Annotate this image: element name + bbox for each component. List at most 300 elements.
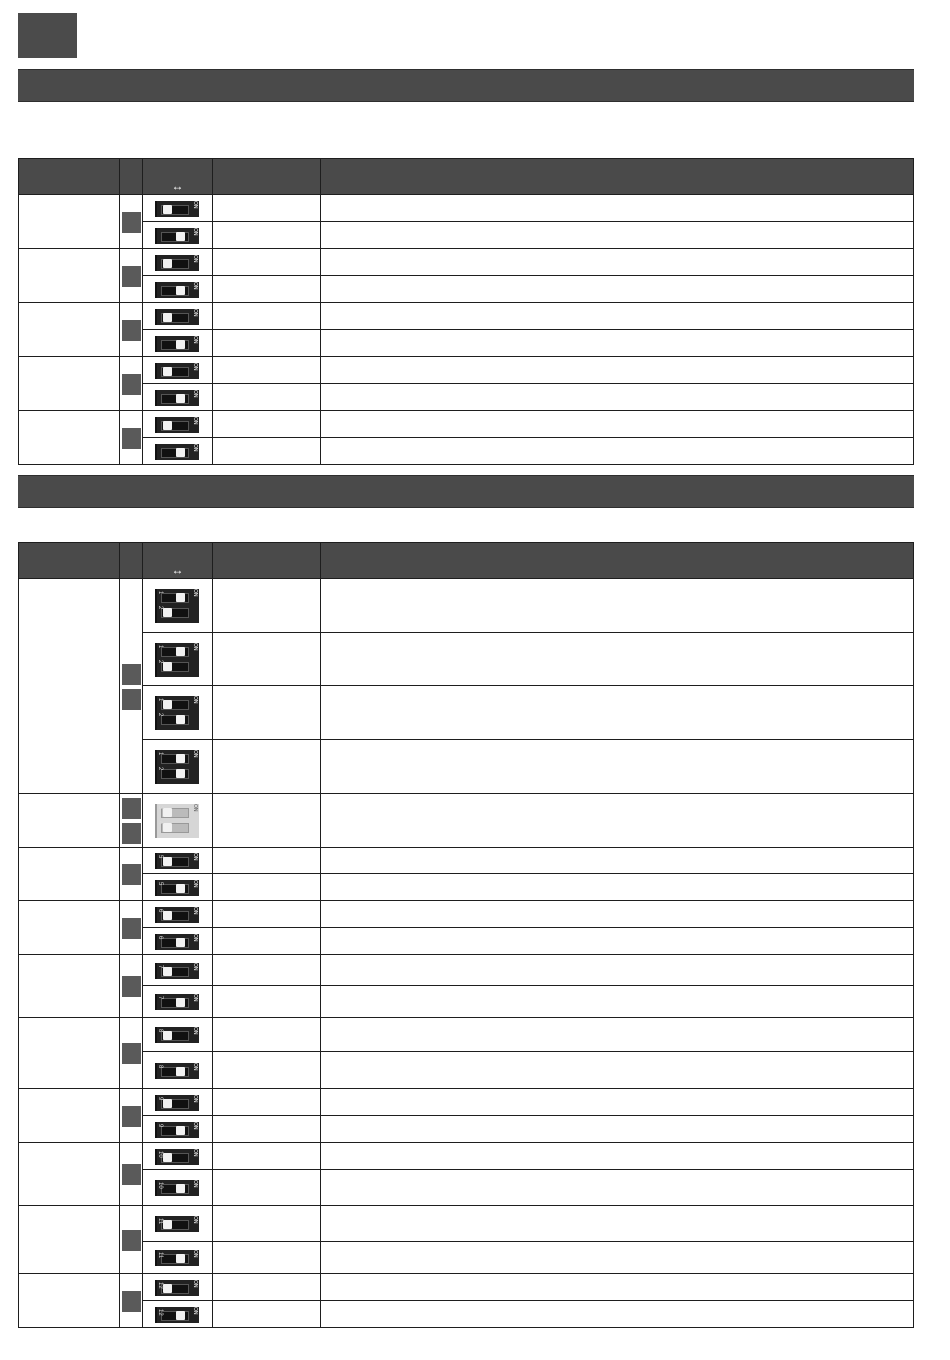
switch-slot [161, 394, 189, 404]
dip-switch-icon [155, 934, 199, 950]
switch-number: 11 [157, 1218, 163, 1225]
switch-on-label: ON [192, 696, 198, 704]
dip-switch-icon [155, 1250, 199, 1266]
switch-slot [161, 1126, 189, 1136]
description-cell [321, 633, 914, 686]
description-cell [321, 384, 914, 411]
function-cell [19, 1089, 120, 1143]
switch-number: 1 [157, 645, 163, 649]
switch-cell [143, 579, 213, 633]
marker-square [122, 212, 141, 233]
table-row [19, 384, 914, 411]
switch-knob [176, 1126, 185, 1135]
marker-square [122, 798, 141, 819]
switch-number: 12 [157, 1309, 163, 1316]
description-cell [321, 1018, 914, 1052]
marker-square [122, 664, 141, 685]
setting-cell [213, 222, 321, 249]
table-row [19, 579, 914, 633]
marker-cell [120, 848, 143, 901]
table-row [19, 1170, 914, 1206]
setting-cell [213, 901, 321, 928]
description-cell [321, 579, 914, 633]
switch-slot [161, 205, 189, 215]
dip-switch-icon [155, 1216, 199, 1232]
description-cell [321, 1242, 914, 1274]
table-row [19, 1242, 914, 1274]
marker-cell [120, 955, 143, 1018]
function-cell [19, 303, 120, 357]
table-row [19, 1301, 914, 1328]
dip-table-2 [18, 542, 914, 1328]
dip-switch-icon [155, 1307, 199, 1323]
switch-cell [143, 1143, 213, 1170]
function-cell [19, 901, 120, 955]
table-row [19, 1089, 914, 1116]
switch-number: 4 [157, 821, 163, 825]
switch-on-label: ON [192, 282, 198, 290]
description-cell [321, 848, 914, 874]
marker-cell [120, 1143, 143, 1206]
marker-cell [120, 357, 143, 411]
switch-number: 12 [157, 1282, 163, 1289]
description-cell [321, 901, 914, 928]
description-cell [321, 249, 914, 276]
marker-square [122, 374, 141, 395]
setting-cell [213, 438, 321, 465]
switch-number: 7 [157, 996, 163, 1000]
description-cell [321, 1206, 914, 1242]
marker-square [122, 1106, 141, 1127]
header-cell [120, 159, 143, 195]
switch-number: 6 [157, 936, 163, 940]
dip-switch-icon [155, 1027, 199, 1043]
switch-slot [161, 1153, 189, 1163]
description-cell [321, 874, 914, 901]
switch-on-label: ON [192, 1063, 198, 1071]
table-header-row [19, 159, 914, 195]
switch-cell [143, 1170, 213, 1206]
switch-knob [176, 1067, 185, 1076]
switch-knob [163, 608, 172, 617]
switch-cell [143, 330, 213, 357]
switch-on-label: ON [192, 255, 198, 263]
table-row [19, 411, 914, 438]
header-cell [19, 543, 120, 579]
description-cell [321, 276, 914, 303]
switch-slot [161, 313, 189, 323]
switch-cell [143, 357, 213, 384]
setting-cell [213, 1274, 321, 1301]
switch-on-label: ON [192, 1280, 198, 1288]
switch-slot [161, 808, 189, 818]
switch-slot [161, 367, 189, 377]
table-row [19, 249, 914, 276]
setting-cell [213, 1018, 321, 1052]
dip-switch-icon [155, 363, 199, 379]
switch-knob [176, 754, 185, 763]
table-row [19, 1052, 914, 1089]
setting-cell [213, 276, 321, 303]
switch-slot [161, 1031, 189, 1041]
switch-on-label: ON [192, 1250, 198, 1258]
table-row [19, 1116, 914, 1143]
switch-number: 7 [157, 965, 163, 969]
table-row [19, 330, 914, 357]
description-cell [321, 986, 914, 1018]
switch-on-label: ON [192, 417, 198, 425]
dip-switch-icon [155, 1095, 199, 1111]
header-cell [213, 159, 321, 195]
description-cell [321, 1301, 914, 1328]
marker-square [122, 1164, 141, 1185]
setting-cell [213, 357, 321, 384]
switch-on-label: ON [192, 804, 198, 812]
dip-switch-icon [155, 880, 199, 896]
switch-cell [143, 411, 213, 438]
switch-cell [143, 438, 213, 465]
switch-knob [176, 884, 185, 893]
dip-switch-icon [155, 417, 199, 433]
switch-cell [143, 1206, 213, 1242]
table-row [19, 686, 914, 740]
switch-cell [143, 276, 213, 303]
switch-slot [161, 662, 189, 672]
switch-knob [176, 1184, 185, 1193]
switch-knob [163, 1220, 172, 1229]
table-row [19, 986, 914, 1018]
function-cell [19, 249, 120, 303]
table-row [19, 303, 914, 330]
section-bar-1 [18, 69, 914, 102]
description-cell [321, 1170, 914, 1206]
setting-cell [213, 1170, 321, 1206]
switch-knob [176, 715, 185, 724]
switch-cell [143, 848, 213, 874]
switch-number: 1 [157, 752, 163, 756]
header-cell-switch [143, 159, 213, 195]
switch-slot [161, 857, 189, 867]
switch-knob [163, 1153, 172, 1162]
switch-cell [143, 1274, 213, 1301]
table-row [19, 928, 914, 955]
switch-knob [163, 662, 172, 671]
marker-cell [120, 579, 143, 794]
switch-on-label: ON [192, 1216, 198, 1224]
left-right-arrow-icon: ↔ [171, 179, 184, 193]
switch-knob [163, 1099, 172, 1108]
description-cell [321, 357, 914, 384]
setting-cell [213, 303, 321, 330]
switch-number: 9 [157, 1124, 163, 1128]
marker-square [122, 428, 141, 449]
left-right-arrow-icon: ↔ [171, 563, 184, 577]
switch-knob [163, 823, 172, 832]
switch-knob [176, 938, 185, 947]
switch-on-label: ON [192, 589, 198, 597]
switch-knob [163, 367, 172, 376]
table-row [19, 955, 914, 986]
marker-square [122, 976, 141, 997]
switch-cell [143, 955, 213, 986]
header-cell [321, 543, 914, 579]
switch-cell [143, 874, 213, 901]
switch-slot [161, 1220, 189, 1230]
description-cell [321, 928, 914, 955]
function-cell [19, 195, 120, 249]
dip-switch-icon [155, 1122, 199, 1138]
marker-cell [120, 249, 143, 303]
header-cell [213, 543, 321, 579]
header-cell [321, 159, 914, 195]
switch-knob [163, 205, 172, 214]
switch-knob [163, 967, 172, 976]
table-row [19, 740, 914, 794]
switch-cell [143, 1242, 213, 1274]
dip-switch-icon [155, 1280, 199, 1296]
switch-on-label: ON [192, 643, 198, 651]
setting-cell [213, 740, 321, 794]
dip-switch-icon [155, 201, 199, 217]
switch-knob [163, 911, 172, 920]
switch-knob [176, 998, 185, 1007]
switch-slot [161, 232, 189, 242]
switch-number: 11 [157, 1252, 163, 1259]
dip-switch-icon [155, 1149, 199, 1165]
dip-switch-double-icon [155, 696, 199, 730]
switch-number: 5 [157, 855, 163, 859]
description-cell [321, 686, 914, 740]
switch-knob [176, 340, 185, 349]
setting-cell [213, 986, 321, 1018]
switch-on-label: ON [192, 994, 198, 1002]
switch-on-label: ON [192, 853, 198, 861]
table-row [19, 848, 914, 874]
setting-cell [213, 411, 321, 438]
switch-cell [143, 633, 213, 686]
switch-slot [161, 967, 189, 977]
setting-cell [213, 928, 321, 955]
description-cell [321, 303, 914, 330]
switch-cell [143, 384, 213, 411]
switch-cell [143, 1301, 213, 1328]
table-row [19, 1018, 914, 1052]
switch-cell [143, 1052, 213, 1089]
switch-slot [161, 911, 189, 921]
setting-cell [213, 874, 321, 901]
page-tab-block [18, 13, 77, 58]
switch-slot [161, 1284, 189, 1294]
switch-on-label: ON [192, 228, 198, 236]
setting-cell [213, 1089, 321, 1116]
switch-number: 5 [157, 882, 163, 886]
setting-cell [213, 384, 321, 411]
table-row [19, 438, 914, 465]
table-row [19, 901, 914, 928]
switch-cell [143, 794, 213, 848]
switch-on-label: ON [192, 444, 198, 452]
switch-slot [161, 1254, 189, 1264]
switch-knob [163, 857, 172, 866]
switch-number: 1 [157, 591, 163, 595]
switch-slot [161, 700, 189, 710]
description-cell [321, 955, 914, 986]
function-cell [19, 357, 120, 411]
dip-switch-icon [155, 336, 199, 352]
dip-switch-double-icon [155, 643, 199, 677]
switch-cell [143, 740, 213, 794]
dip-switch-double-icon [155, 804, 199, 838]
setting-cell [213, 686, 321, 740]
switch-slot [161, 998, 189, 1008]
setting-cell [213, 1143, 321, 1170]
description-cell [321, 740, 914, 794]
header-cell [120, 543, 143, 579]
switch-slot [161, 884, 189, 894]
description-cell [321, 794, 914, 848]
switch-number: 10 [157, 1151, 163, 1158]
setting-cell [213, 330, 321, 357]
switch-cell [143, 195, 213, 222]
marker-cell [120, 901, 143, 955]
marker-square [122, 1043, 141, 1064]
switch-number: 3 [157, 806, 163, 810]
switch-knob [163, 1031, 172, 1040]
function-cell [19, 1018, 120, 1089]
switch-number: 2 [157, 713, 163, 717]
setting-cell [213, 1242, 321, 1274]
switch-slot [161, 1067, 189, 1077]
switch-slot [161, 769, 189, 779]
function-cell [19, 955, 120, 1018]
switch-number: 2 [157, 767, 163, 771]
marker-square [122, 864, 141, 885]
marker-cell [120, 794, 143, 848]
dip-switch-icon [155, 1180, 199, 1196]
marker-square [122, 918, 141, 939]
description-cell [321, 438, 914, 465]
setting-cell [213, 1206, 321, 1242]
switch-knob [176, 647, 185, 656]
switch-slot [161, 421, 189, 431]
switch-on-label: ON [192, 1149, 198, 1157]
marker-square [122, 1230, 141, 1251]
switch-knob [163, 313, 172, 322]
switch-number: 6 [157, 909, 163, 913]
switch-knob [163, 421, 172, 430]
switch-cell [143, 686, 213, 740]
switch-on-label: ON [192, 907, 198, 915]
table-row [19, 276, 914, 303]
switch-slot [161, 754, 189, 764]
function-cell [19, 1143, 120, 1206]
dip-switch-icon [155, 1063, 199, 1079]
switch-number: 10 [157, 1182, 163, 1189]
switch-cell [143, 1018, 213, 1052]
description-cell [321, 1116, 914, 1143]
dip-switch-icon [155, 228, 199, 244]
switch-knob [176, 286, 185, 295]
table-row [19, 874, 914, 901]
dip-switch-icon [155, 907, 199, 923]
marker-cell [120, 303, 143, 357]
header-cell [19, 159, 120, 195]
switch-on-label: ON [192, 1122, 198, 1130]
dip-switch-icon [155, 255, 199, 271]
switch-number: 8 [157, 1065, 163, 1069]
switch-slot [161, 938, 189, 948]
switch-slot [161, 647, 189, 657]
dip-switch-icon [155, 963, 199, 979]
setting-cell [213, 1116, 321, 1143]
switch-slot [161, 286, 189, 296]
table-row [19, 633, 914, 686]
table-row [19, 1274, 914, 1301]
switch-slot [161, 1311, 189, 1321]
switch-number: 8 [157, 1029, 163, 1033]
switch-on-label: ON [192, 336, 198, 344]
switch-knob [176, 232, 185, 241]
description-cell [321, 195, 914, 222]
dip-switch-icon [155, 282, 199, 298]
setting-cell [213, 579, 321, 633]
switch-knob [176, 394, 185, 403]
switch-slot [161, 608, 189, 618]
setting-cell [213, 1301, 321, 1328]
dip-switch-icon [155, 390, 199, 406]
switch-slot [161, 1184, 189, 1194]
switch-cell [143, 303, 213, 330]
switch-slot [161, 715, 189, 725]
switch-cell [143, 222, 213, 249]
function-cell [19, 794, 120, 848]
switch-knob [176, 1311, 185, 1320]
switch-knob [163, 259, 172, 268]
marker-square [122, 320, 141, 341]
function-cell [19, 1274, 120, 1328]
dip-switch-icon [155, 994, 199, 1010]
marker-cell [120, 1089, 143, 1143]
function-cell [19, 848, 120, 901]
marker-cell [120, 411, 143, 465]
table-row [19, 794, 914, 848]
switch-on-label: ON [192, 934, 198, 942]
table-row [19, 222, 914, 249]
marker-square [122, 689, 141, 710]
dip-table-1 [18, 158, 914, 465]
description-cell [321, 1143, 914, 1170]
switch-number: 2 [157, 660, 163, 664]
setting-cell [213, 794, 321, 848]
switch-number: 2 [157, 606, 163, 610]
marker-square [122, 823, 141, 844]
table-row [19, 195, 914, 222]
switch-on-label: ON [192, 963, 198, 971]
switch-number: 1 [157, 698, 163, 702]
dip-switch-double-icon [155, 589, 199, 623]
switch-on-label: ON [192, 1095, 198, 1103]
switch-slot [161, 448, 189, 458]
switch-cell [143, 249, 213, 276]
dip-switch-double-icon [155, 750, 199, 784]
switch-slot [161, 593, 189, 603]
marker-cell [120, 1018, 143, 1089]
description-cell [321, 1274, 914, 1301]
setting-cell [213, 1052, 321, 1089]
setting-cell [213, 955, 321, 986]
setting-cell [213, 195, 321, 222]
marker-square [122, 1291, 141, 1312]
